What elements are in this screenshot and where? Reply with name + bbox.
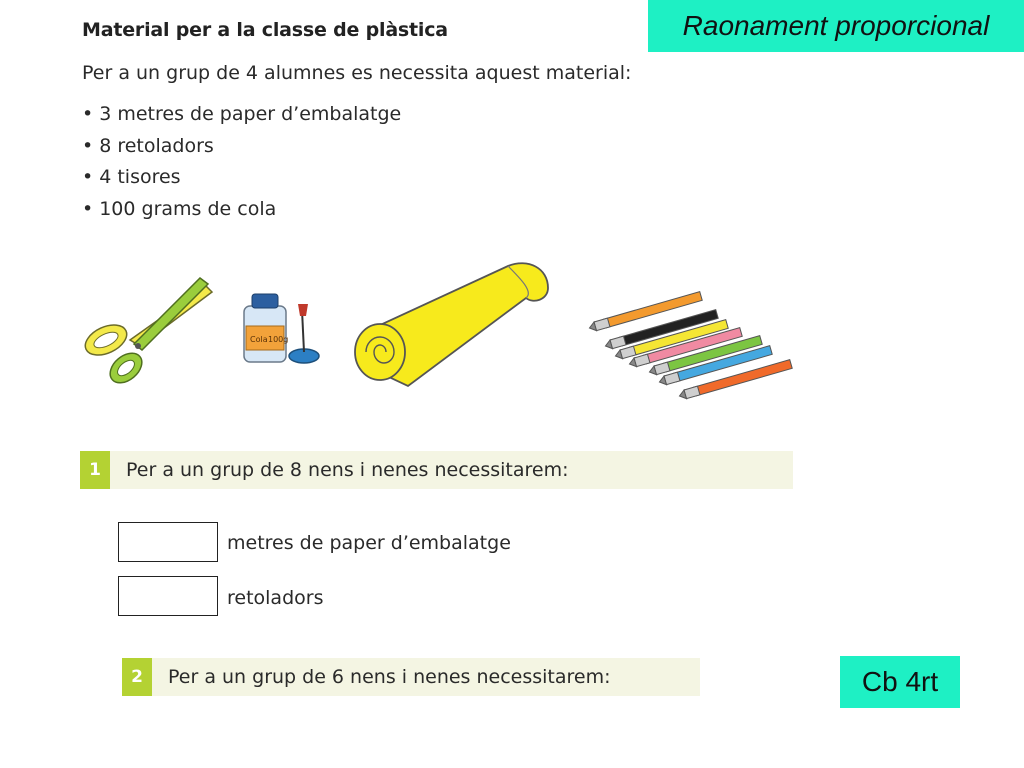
level-tag: Cb 4rt [840,656,960,708]
question-text: Per a un grup de 8 nens i nenes necessitarem: [126,459,569,481]
page-title: Material per a la classe de plàstica [82,19,448,41]
scissors-icon [78,270,218,390]
glue-bottle-icon [240,290,325,370]
list-item: • 8 retoladors [82,132,401,164]
glue-label-text: 100g [268,335,289,344]
materials-list [82,100,401,226]
markers-icon [588,288,798,400]
answer-label-paper: metres de paper d’embalatge [227,532,511,554]
glue-label-text: Cola [250,335,268,344]
question-number: 2 [122,658,152,696]
question-number: 1 [80,451,110,489]
question-2-bar [122,658,700,696]
list-item: • 4 tisores [82,163,401,195]
answer-box-paper[interactable] [118,522,218,562]
list-item: • 100 grams de cola [82,195,401,227]
answer-box-markers[interactable] [118,576,218,616]
list-item: • 3 metres de paper d’embalatge [82,100,401,132]
intro-text: Per a un grup de 4 alumnes es necessita aquest material: [82,62,632,84]
topic-tag: Raonament proporcional [648,0,1024,52]
paper-roll-icon [348,258,558,390]
answer-label-markers: retoladors [227,587,324,609]
question-1-bar [80,451,793,489]
question-text: Per a un grup de 6 nens i nenes necessitarem: [168,666,611,688]
